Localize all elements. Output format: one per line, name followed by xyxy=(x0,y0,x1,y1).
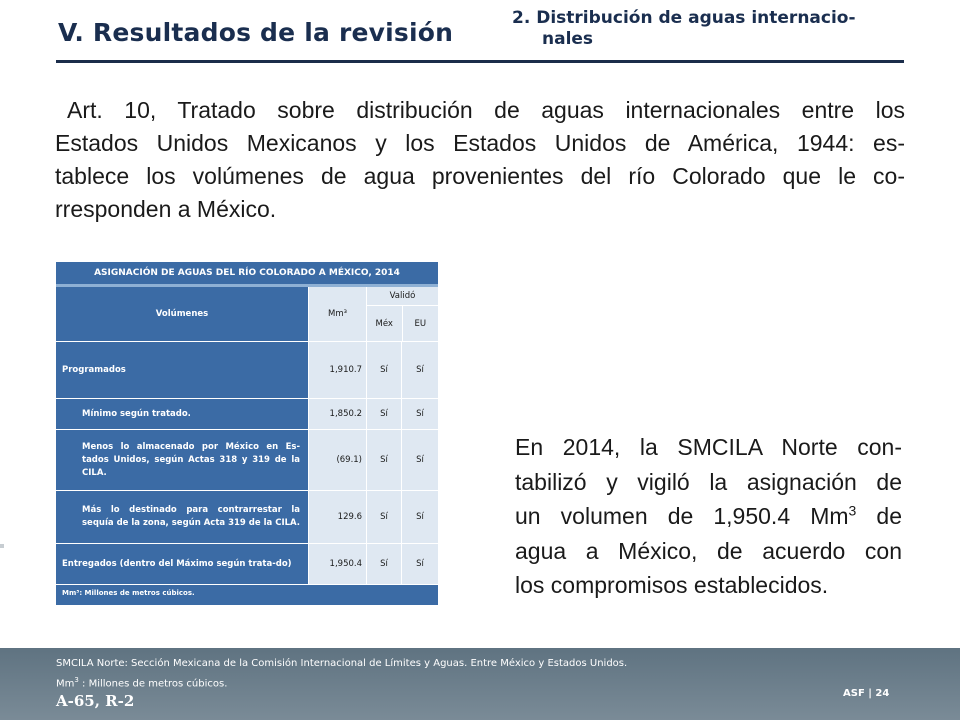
header-eu: EU xyxy=(403,306,439,341)
row-label: Menos lo almacenado por México en Es-tados Unidos, según Actas 318 y 319 de la CILA. xyxy=(56,430,309,490)
row-label: Entregados (dentro del Máximo según trata-do) xyxy=(56,544,309,584)
edge-marker xyxy=(0,544,4,548)
intro-paragraph xyxy=(55,94,905,226)
table-row xyxy=(56,399,438,430)
row-mex: Sí xyxy=(367,399,402,429)
header-valido: Validó xyxy=(367,287,438,306)
title-divider xyxy=(56,60,904,63)
row-eu: Sí xyxy=(402,544,438,584)
footer-notes xyxy=(56,656,627,692)
page-number: ASF | 24 xyxy=(843,688,890,699)
row-value: 1,950.4 xyxy=(309,544,367,584)
row-value: 1,850.2 xyxy=(309,399,367,429)
footer-note-2 xyxy=(56,672,627,692)
header-mm3: Mm³ xyxy=(309,287,367,341)
intro-line: Art. 10, Tratado sobre distribución de aguas internacionales entre los xyxy=(67,97,905,123)
row-mex: Sí xyxy=(367,430,402,490)
row-value: 129.6 xyxy=(309,491,367,543)
table-row xyxy=(56,342,438,399)
summary-line: En 2014, la SMCILA Norte con- xyxy=(515,434,902,460)
intro-line: tablece los volúmenes de agua provenientes del río Colorado que le co- xyxy=(55,163,905,189)
summary-line: tabilizó y vigiló la asignación de xyxy=(515,468,902,495)
intro-line: rresponden a México. xyxy=(55,196,277,222)
subtitle-line-1: 2. Distribución de aguas internacio- xyxy=(512,8,856,28)
intro-line: Estados Unidos Mexicanos y los Estados Unidos de América, 1944: es- xyxy=(55,130,905,156)
allocation-table xyxy=(56,262,438,600)
summary-line xyxy=(515,499,902,534)
section-subtitle xyxy=(512,8,912,50)
footer-note-text: Mm xyxy=(56,678,75,690)
footer-note-1: SMCILA Norte: Sección Mexicana de la Comisión Internacional de Límites y Aguas. Entre México y Estados Unidos. xyxy=(56,658,628,669)
header-mex: Méx xyxy=(367,306,403,341)
audit-reference: A-65, R-2 xyxy=(56,692,135,710)
footer-note-text: : Millones de metros cúbicos. xyxy=(78,678,228,690)
row-eu: Sí xyxy=(402,430,438,490)
footer-note-sup: 3 xyxy=(74,676,79,684)
footer-bar xyxy=(0,648,960,720)
row-mex: Sí xyxy=(367,342,402,398)
summary-text: de xyxy=(856,503,903,529)
row-eu: Sí xyxy=(402,342,438,398)
row-eu: Sí xyxy=(402,491,438,543)
table-row xyxy=(56,544,438,585)
table-row xyxy=(56,491,438,544)
row-mex: Sí xyxy=(367,544,402,584)
row-label: Más lo destinado para contrarrestar la sequía de la zona, según Acta 319 de la CILA. xyxy=(56,491,309,543)
row-eu: Sí xyxy=(402,399,438,429)
row-label: Programados xyxy=(56,342,309,398)
summary-text: un volumen de 1,950.4 Mm xyxy=(515,503,849,529)
summary-paragraph xyxy=(515,430,902,603)
table-header-row xyxy=(56,287,438,342)
row-value: (69.1) xyxy=(309,430,367,490)
summary-line: los compromisos establecidos. xyxy=(515,572,829,598)
header-volumenes: Volúmenes xyxy=(56,287,309,341)
table-footnote: Mm³: Millones de metros cúbicos. xyxy=(56,585,438,605)
row-mex: Sí xyxy=(367,491,402,543)
table-grid xyxy=(56,287,438,585)
summary-superscript: 3 xyxy=(848,502,857,519)
row-value: 1,910.7 xyxy=(309,342,367,398)
row-label: Mínimo según tratado. xyxy=(56,399,309,429)
subtitle-line-2: nales xyxy=(542,29,594,49)
summary-line: agua a México, de acuerdo con xyxy=(515,537,902,564)
table-row xyxy=(56,430,438,491)
table-title: ASIGNACIÓN DE AGUAS DEL RÍO COLORADO A MÉXICO, 2014 xyxy=(56,262,438,287)
page-title: V. Resultados de la revisión xyxy=(58,18,454,47)
